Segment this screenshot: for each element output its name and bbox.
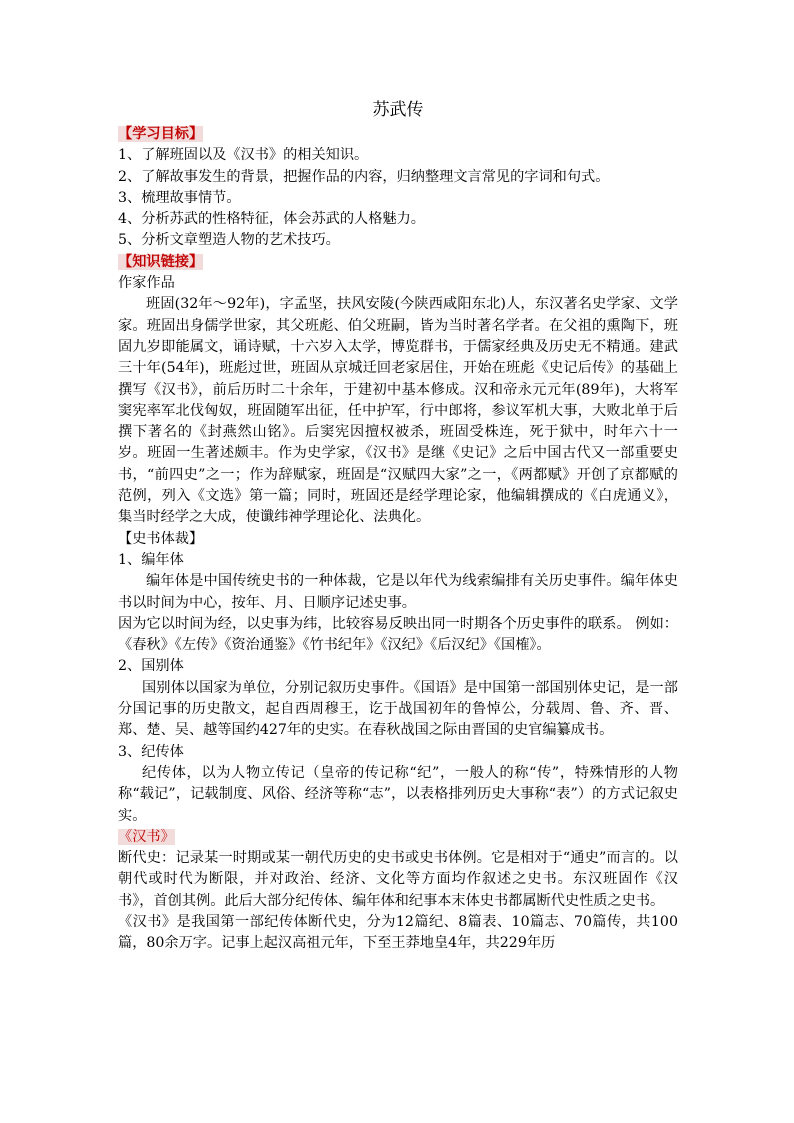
goal-item: 4、分析苏武的性格特征，体会苏武的人格魅力。 — [118, 211, 425, 228]
jizhuan-paragraph: 纪传体，以为人物立传记（皇帝的传记称“纪”，一般人的称“传”，特殊情形的人物称“载记”，记载制度、风俗、经济等称“志”，以表格排列历史大事称“表”）的方式记叙史实。 — [118, 764, 678, 824]
goal-item: 3、梳理故事情节。 — [118, 189, 241, 206]
jizhuan-title: 3、纪传体 — [118, 743, 184, 760]
biannian-title: 1、编年体 — [118, 551, 184, 568]
author-paragraph: 班固(32年～92年)，字孟坚，扶风安陵(今陕西咸阳东北)人，东汉著名史学家、文学家。班固出身儒学世家，其父班彪、伯父班嗣，皆为当时著名学者。在父祖的熏陶下，班固九岁即能属文，诵诗赋，十六岁入太学，博览群书，于儒家经典及历史无不精通。建武三十年(54年)，班彪过世，班固从京城迁回老家居住，开始在班彪《史记后传》的基础上撰写《汉书》，前后历时二十余年，于建初中基本修成。汉和帝永元元年(89年)，大将军窦宪率军北伐匈奴，班固随军出征，任中护军，行中郎将，参议军机大事，大败北单于后撰下著名的《封燕然山铭》。后窦宪因擅权被杀，班固受株连，死于狱中，时年六十一岁。班固一生著述颇丰。作为史学家，《汉书》是继《史记》之后中国古代又一部重要史书，“前四史”之一；作为辞赋家，班固是“汉赋四大家”之一，《两都赋》开创了京都赋的范例，列入《文选》第一篇；同时，班固还是经学理论家，他编辑撰成的《白虎通义》，集当时经学之大成，使谶纬神学理论化、法典化。 — [118, 296, 678, 526]
hanshu-header-label: 《汉书》 — [118, 828, 175, 845]
guobie-title: 2、国别体 — [118, 658, 184, 675]
biannian-paragraph-1: 编年体是中国传统史书的一种体裁，它是以年代为线索编排有关历史事件。编年体史书以时间为中心，按年、月、日顺序记述史事。 — [118, 573, 678, 611]
hanshu-header — [118, 827, 678, 848]
goals-header — [118, 124, 678, 145]
knowledge-link-label: 【知识链接】 — [118, 253, 204, 270]
biannian-paragraph-2: 因为它以时间为经，以史事为纬，比较容易反映出同一时期各个历史事件的联系。 例如：《春秋》《左传》《资治通鉴》《竹书纪年》《汉纪》《后汉纪》《国榷》。 — [118, 615, 678, 654]
page-title: 苏武传 — [372, 100, 424, 120]
document-page — [118, 98, 678, 955]
goal-item: 5、分析文章塑造人物的艺术技巧。 — [118, 232, 340, 249]
guobie-paragraph: 国别体以国家为单位，分别记叙历史事件。《国语》是中国第一部国别体史记，是一部分国记事的历史散文，起自西周穆王，讫于战国初年的鲁悼公，分载周、鲁、齐、晋、郑、楚、吴、越等国约427年的史实。在春秋战国之际由晋国的史官编纂成书。 — [118, 679, 678, 739]
author-header: 作家作品 — [118, 275, 175, 292]
goals-header-label: 【学习目标】 — [118, 126, 204, 142]
knowledge-link-header — [118, 252, 678, 273]
goal-item: 2、了解故事发生的背景，把握作品的内容，归纳整理文言常见的字词和句式。 — [118, 168, 610, 185]
hanshu-paragraph-2: 《汉书》是我国第一部纪传体断代史，分为12篇纪、8篇表、10篇志、70篇传，共100篇，80余万字。记事上起汉高祖元年，下至王莽地皇4年，共229年历 — [118, 913, 678, 952]
hanshu-paragraph-1: 断代史：记录某一时期或某一朝代历史的史书或史书体例。它是相对于“通史”而言的。以朝代或时代为断限，并对政治、经济、文化等方面均作叙述之史书。东汉班固作《汉书》，首创其例。此后大部分纪传体、编年体和纪事本末体史书都属断代史性质之史书。 — [118, 850, 678, 909]
genre-header: 【史书体裁】 — [118, 530, 204, 547]
goal-item: 1、了解班固以及《汉书》的相关知识。 — [118, 147, 369, 164]
